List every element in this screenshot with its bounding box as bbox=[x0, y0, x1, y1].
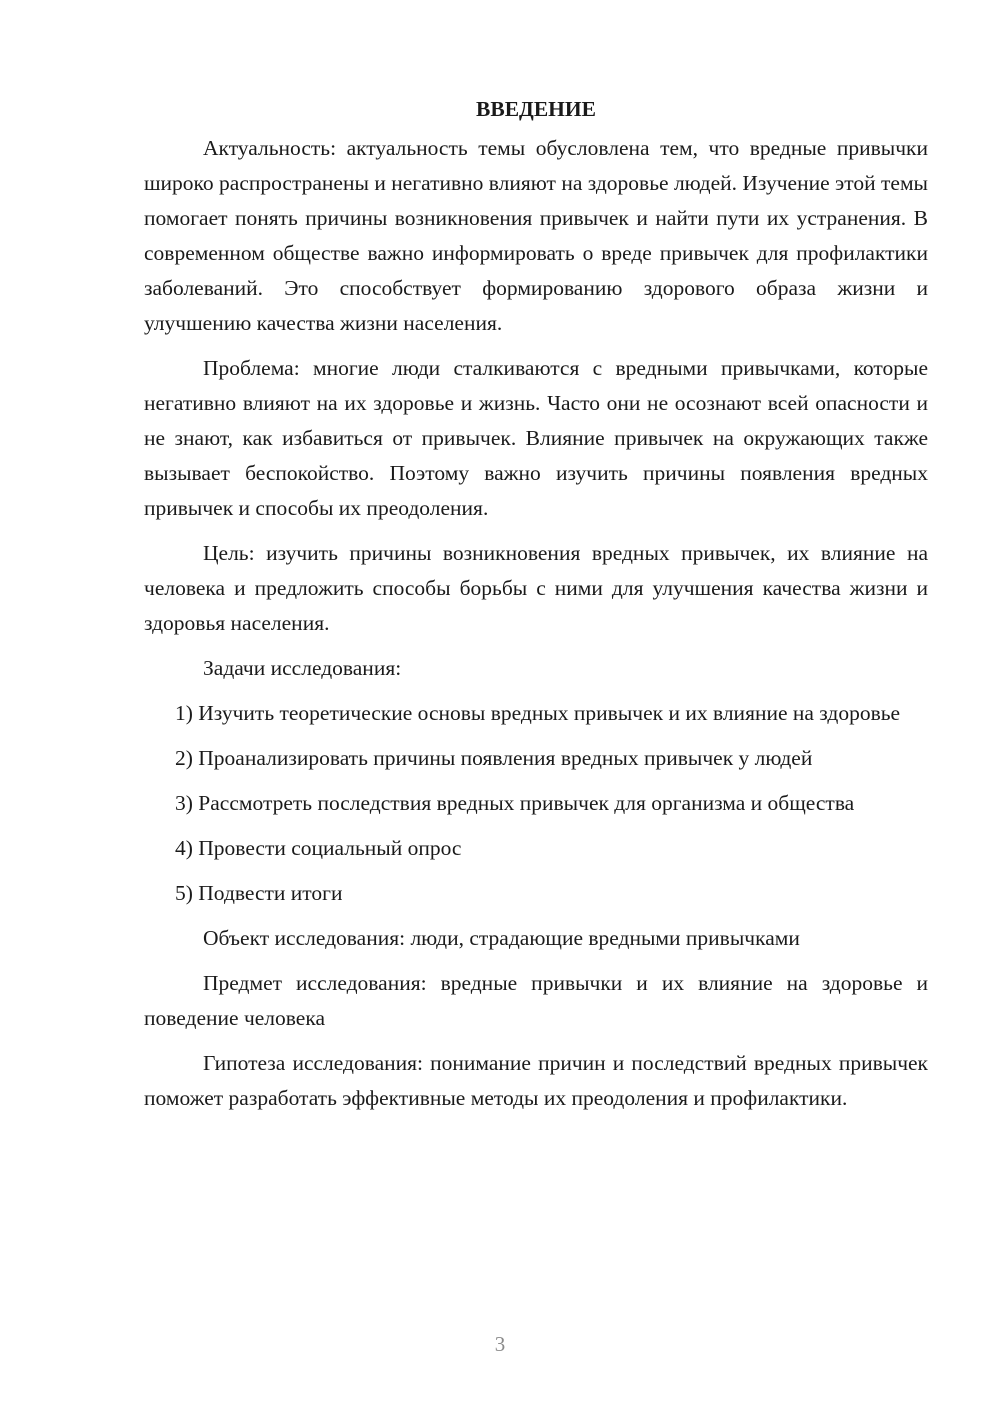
task-item-1: 1) Изучить теоретические основы вредных привычек и их влияние на здоровье bbox=[175, 701, 901, 725]
document-page bbox=[144, 92, 928, 1126]
paragraph-relevance: Актуальность: актуальность темы обусловлена тем, что вредные привычки широко распространены и негативно влияют на здоровье людей. Изучение этой темы помогает понять причины возникновения привычек и найти пути их устранения. В современном обществе важно информировать о вреде привычек для профилактики заболеваний. Это способствует формированию здорового образа жизни и улучшению качества жизни населения. bbox=[144, 136, 928, 335]
tasks-heading: Задачи исследования: bbox=[203, 656, 402, 680]
page-number: 3 bbox=[494, 1332, 506, 1356]
paragraph-hypothesis: Гипотеза исследования: понимание причин и последствий вредных привычек поможет разработать эффективные методы их преодоления и профилактики. bbox=[144, 1051, 928, 1110]
task-item-3: 3) Рассмотреть последствия вредных привычек для организма и общества bbox=[175, 791, 855, 815]
paragraph-object: Объект исследования: люди, страдающие вредными привычками bbox=[203, 926, 800, 950]
task-item-2: 2) Проанализировать причины появления вредных привычек у людей bbox=[175, 746, 813, 770]
task-item-4: 4) Провести социальный опрос bbox=[175, 836, 462, 860]
paragraph-subject: Предмет исследования: вредные привычки и их влияние на здоровье и поведение человека bbox=[144, 971, 928, 1030]
task-item-5: 5) Подвести итоги bbox=[175, 881, 343, 905]
paragraph-goal: Цель: изучить причины возникновения вредных привычек, их влияние на человека и предложить способы борьбы с ними для улучшения качества жизни и здоровья населения. bbox=[144, 541, 928, 635]
section-title: ВВЕДЕНИЕ bbox=[476, 97, 596, 121]
paragraph-problem: Проблема: многие люди сталкиваются с вредными привычками, которые негативно влияют на их здоровье и жизнь. Часто они не осознают всей опасности и не знают, как избавиться от привычек. Влияние привычек на окружающих также вызывает беспокойство. Поэтому важно изучить причины появления вредных привычек и способы их преодоления. bbox=[144, 356, 928, 520]
